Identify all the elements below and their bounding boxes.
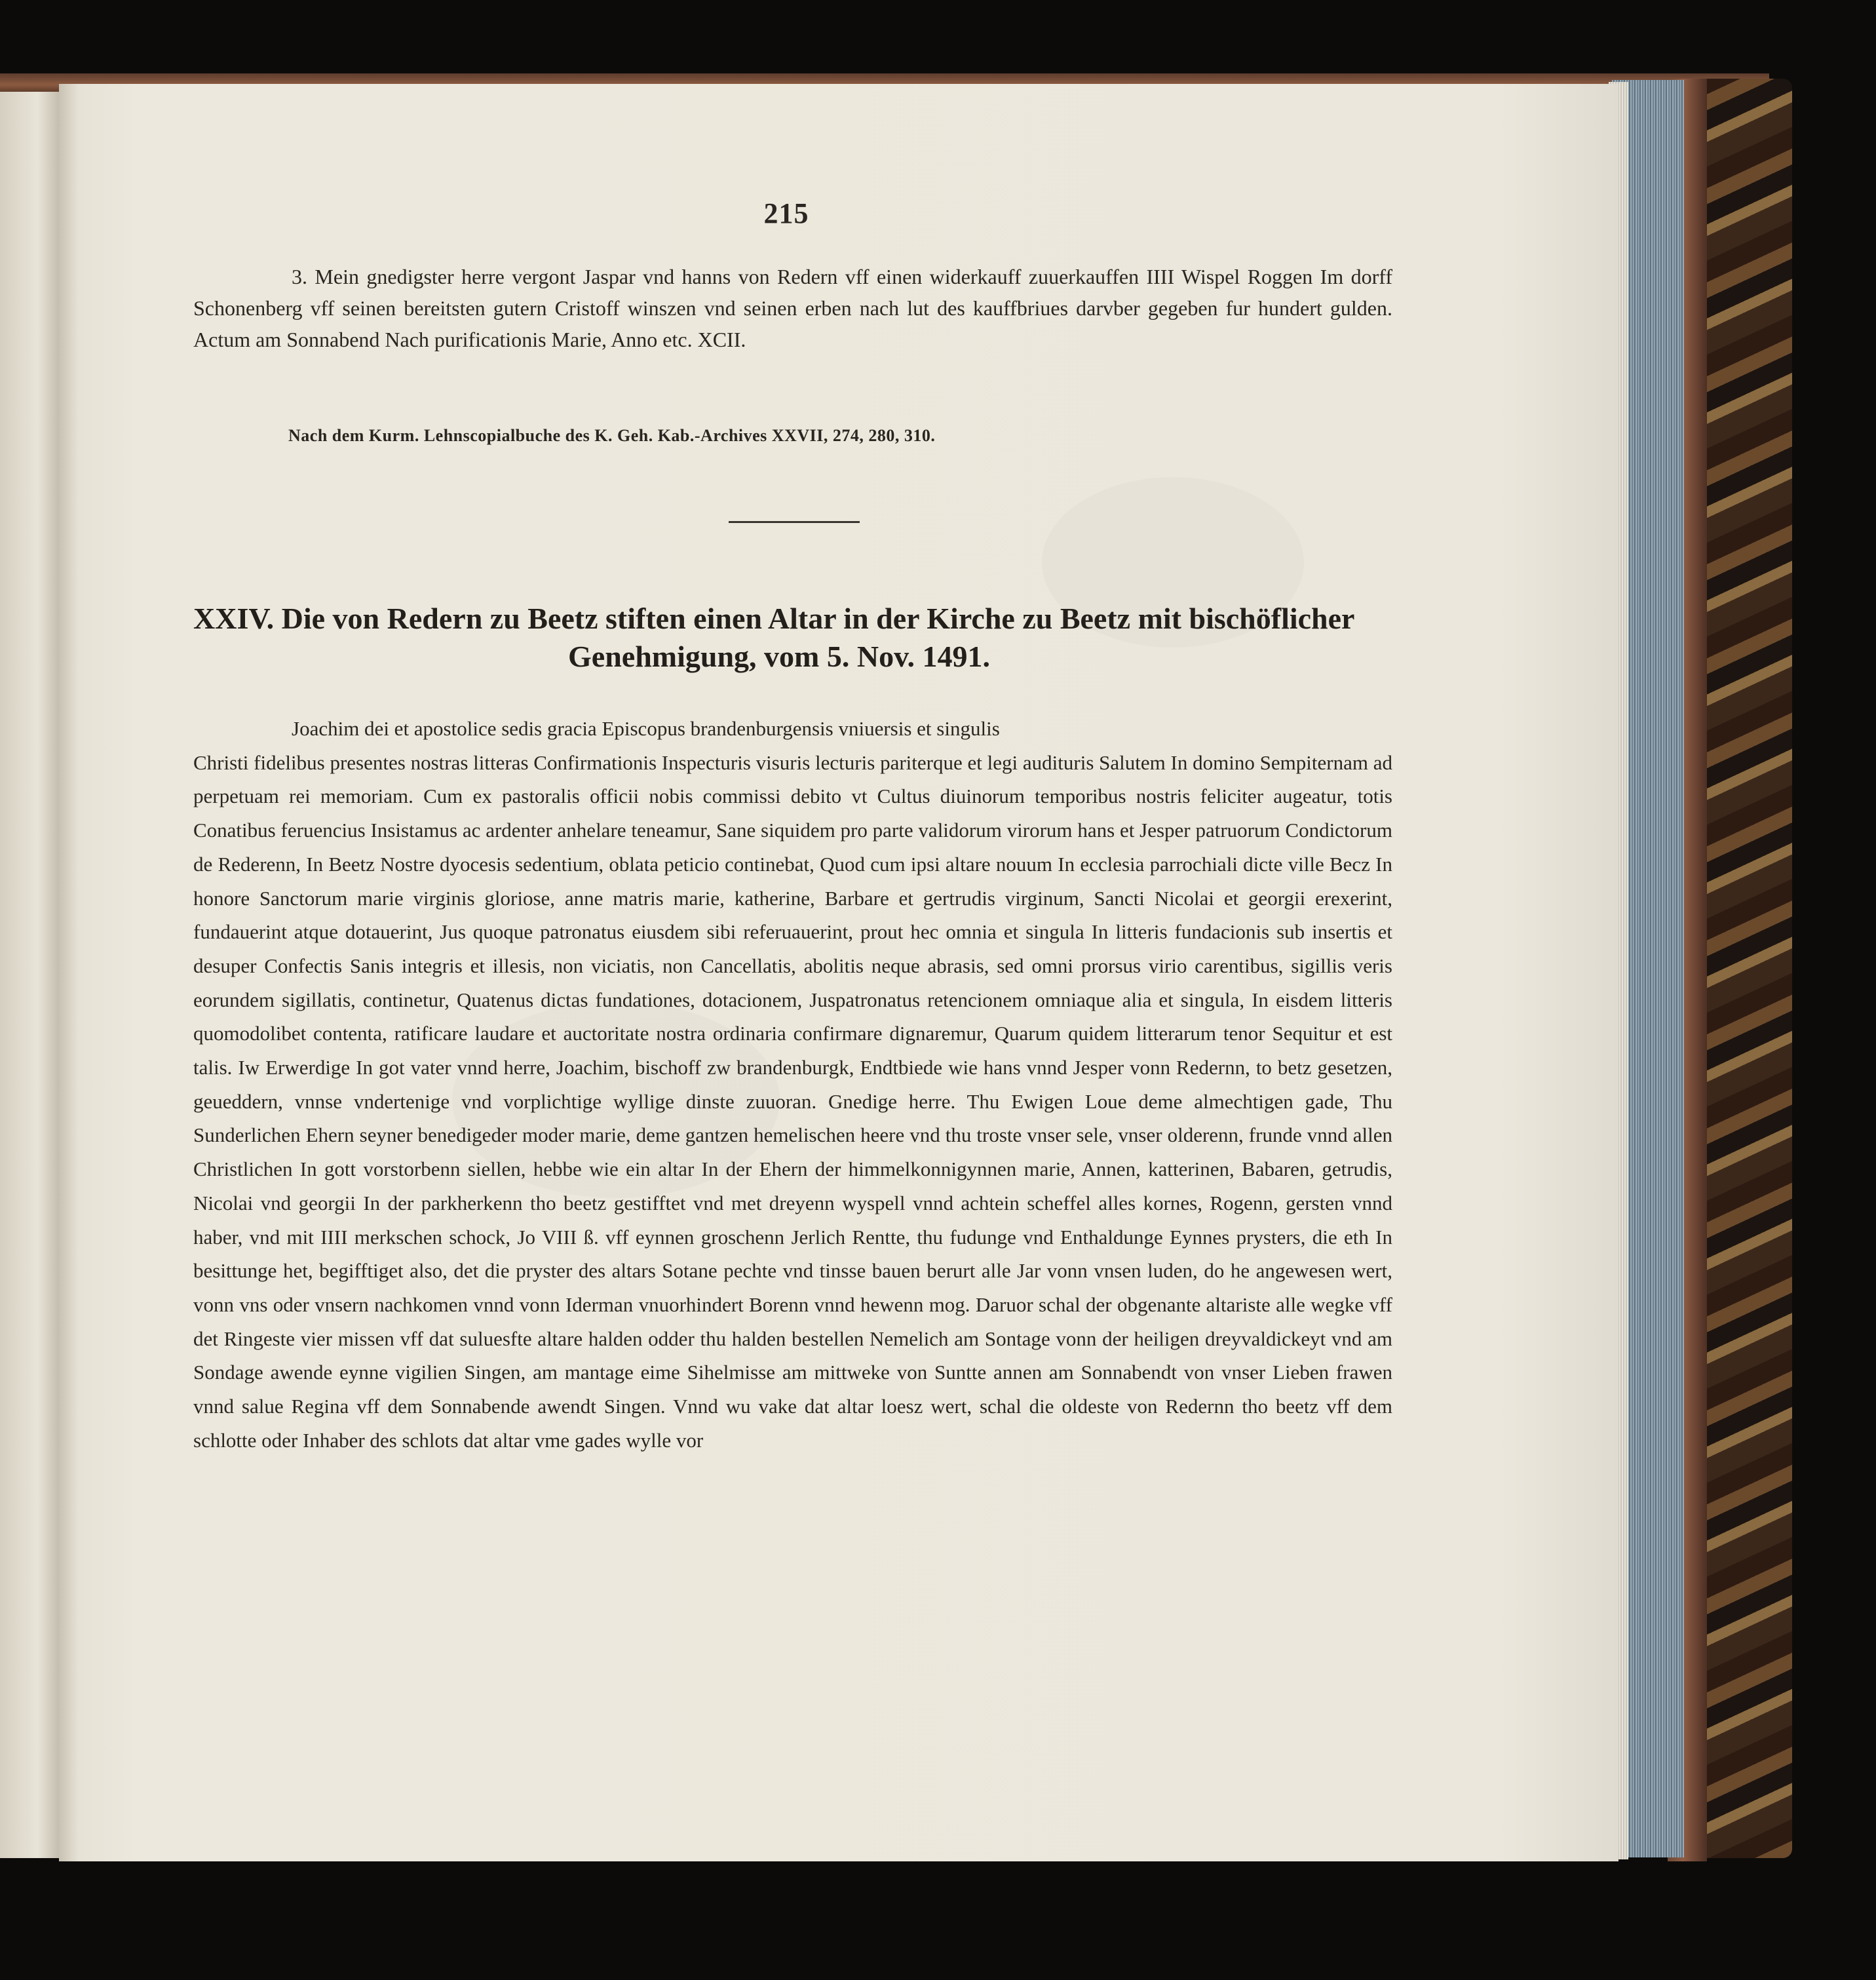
page-number: 215 (763, 197, 809, 229)
charter-body: Christi fidelibus presentes nostras litteras Confirmationis Inspecturis visuris lecturis pariterque et legi audituris Salutem In domino Sempiternam ad perpetuam rei memoriam. Cum ex pastoralis officii nobis commissi debito vt Cultus diuinorum temporibus nostris feliciter augeatur, totis Conatibus feruencius Insistamus ac ardenter anhelare teneamur, Sane siquidem pro parte validorum virorum hans et Jesper patruorum Condictorum de Rederenn, In Beetz Nostre dyocesis sedentium, oblata peticio continebat, Quod cum ipsi altare nouum In ecclesia parrochiali dicte ville Becz In honore Sanctorum marie virginis gloriose, anne matris marie, katherine, Barbare et gertrudis virginum, Sancti Nicolai et georgii erexerint, fundauerint atque dotauerint, Jus quoque patronatus eiusdem sibi referuauerint, prout hec omnia et singula In litteris fundacionis sub insertis et desuper Confectis Sanis integris et illesis, non viciatis, non Cancellatis, abolitis neque abrasis, sed omni prorsus virio carentibus, sigillis veris eorundem sigillatis, continetur, Quatenus dictas fundationes, dotacionem, Juspatronatus retencionem omniaque alia et singula, In eisdem litteris quomodolibet contenta, ratificare laudare et auctoritate nostra ordinaria confirmare dignaremur, Quarum quidem litterarum tenor Sequitur et est talis. Iw Erwerdige In got vater vnnd herre, Joachim, bischoff zw brandenburgk, Endtbiede wie hans vnnd Jesper vonn Redernn, to betz gesetzen, geueddern, vnnse vndertenige vnd vorplichtige wyllige dinste zuuoran. Gnedige herre. Thu Ewigen Loue deme almechtigen gade, Thu Sunderlichen Ehern seyner benedigeder moder marie, deme gantzen hemelischen heere vnd thu troste vnser sele, vnser olderenn, frunde vnnd allen Christlichen In gott vorstorbenn siellen, hebbe wie ein altar In der Ehern der himmelkonnigynnen marie, Annen, katterinen, Babaren, getrudis, Nicolai vnd georgii In der parkherkenn tho beetz gestifftet vnd met dreyenn wyspell vnnd achtein scheffel alles kornes, Rogenn, gersten vnnd haber, vnd mit IIII merkschen schock, Jo VIII ß. vff eynnen groschenn Jerlich Rentte, thu fudunge vnd Enthaldunge Eynnes prysters, die eth In besittunge het, begifftiget also, det die pryster des altars Sotane pechte vnd tinsse bauen berurt alle Jar vonn vnsen luden, do he angewesen wert, vonn vns oder vnsern nachkomen vnnd vonn Iderman vnuorhindert Borenn vnnd hewenn mog. Daruor schal der obgenante altariste alle wegke vff det Ringeste vier missen vff dat suluesfte altare halden odder thu halden bestellen Nemelich am Sontage vonn der heiligen dreyvaldickeyt vnd am Sondage awende eynne vigilien Singen, am mantage eime Sihelmisse am mittweke von Suntte annen am Sonnabendt von vnser Lieben frawen vnnd salue Regina vff dem Sonnabende awendt Singen. Vnnd wu vake dat altar loesz wert, schal die oldeste von Redernn tho beetz vff dem schlotte oder Inhaber des schlots dat altar vme gades wylle vor (193, 750, 1392, 1452)
heading-line-1: Die von Redern zu Beetz stiften einen Altar in der Kirche zu Beetz mit bischöflicher (281, 602, 1355, 635)
section-heading (193, 600, 1392, 676)
charter-text (193, 712, 1392, 1457)
marbled-cover (1694, 79, 1792, 1858)
heading-line-2: Genehmigung, vom 5. Nov. 1491. (568, 640, 991, 673)
facing-page-sliver (0, 92, 62, 1858)
section-number: XXIV. (193, 602, 275, 635)
entry-3-paragraph (193, 261, 1392, 355)
source-note: Nach dem Kurm. Lehnscopialbuche des K. Geh. Kab.-Archives XXVII, 274, 280, 310. (288, 426, 936, 445)
section-separator (729, 521, 860, 523)
charter-opening-line: Joachim dei et apostolice sedis gracia Episcopus brandenburgensis vniuersis et singulis (292, 717, 1000, 740)
entry-3-text: 3. Mein gnedigster herre vergont Jaspar vnd hanns von Redern vff einen widerkauff zuuerkauffen IIII Wispel Roggen Im dorff Schonenberg vff seinen bereitsten gutern Cristoff winszen vnd seinen erben nach lut des kauffbriues darvber gegeben fur hundert gulden. Actum am Sonnabend Nach purificationis Marie, Anno etc. XCII. (193, 265, 1392, 351)
